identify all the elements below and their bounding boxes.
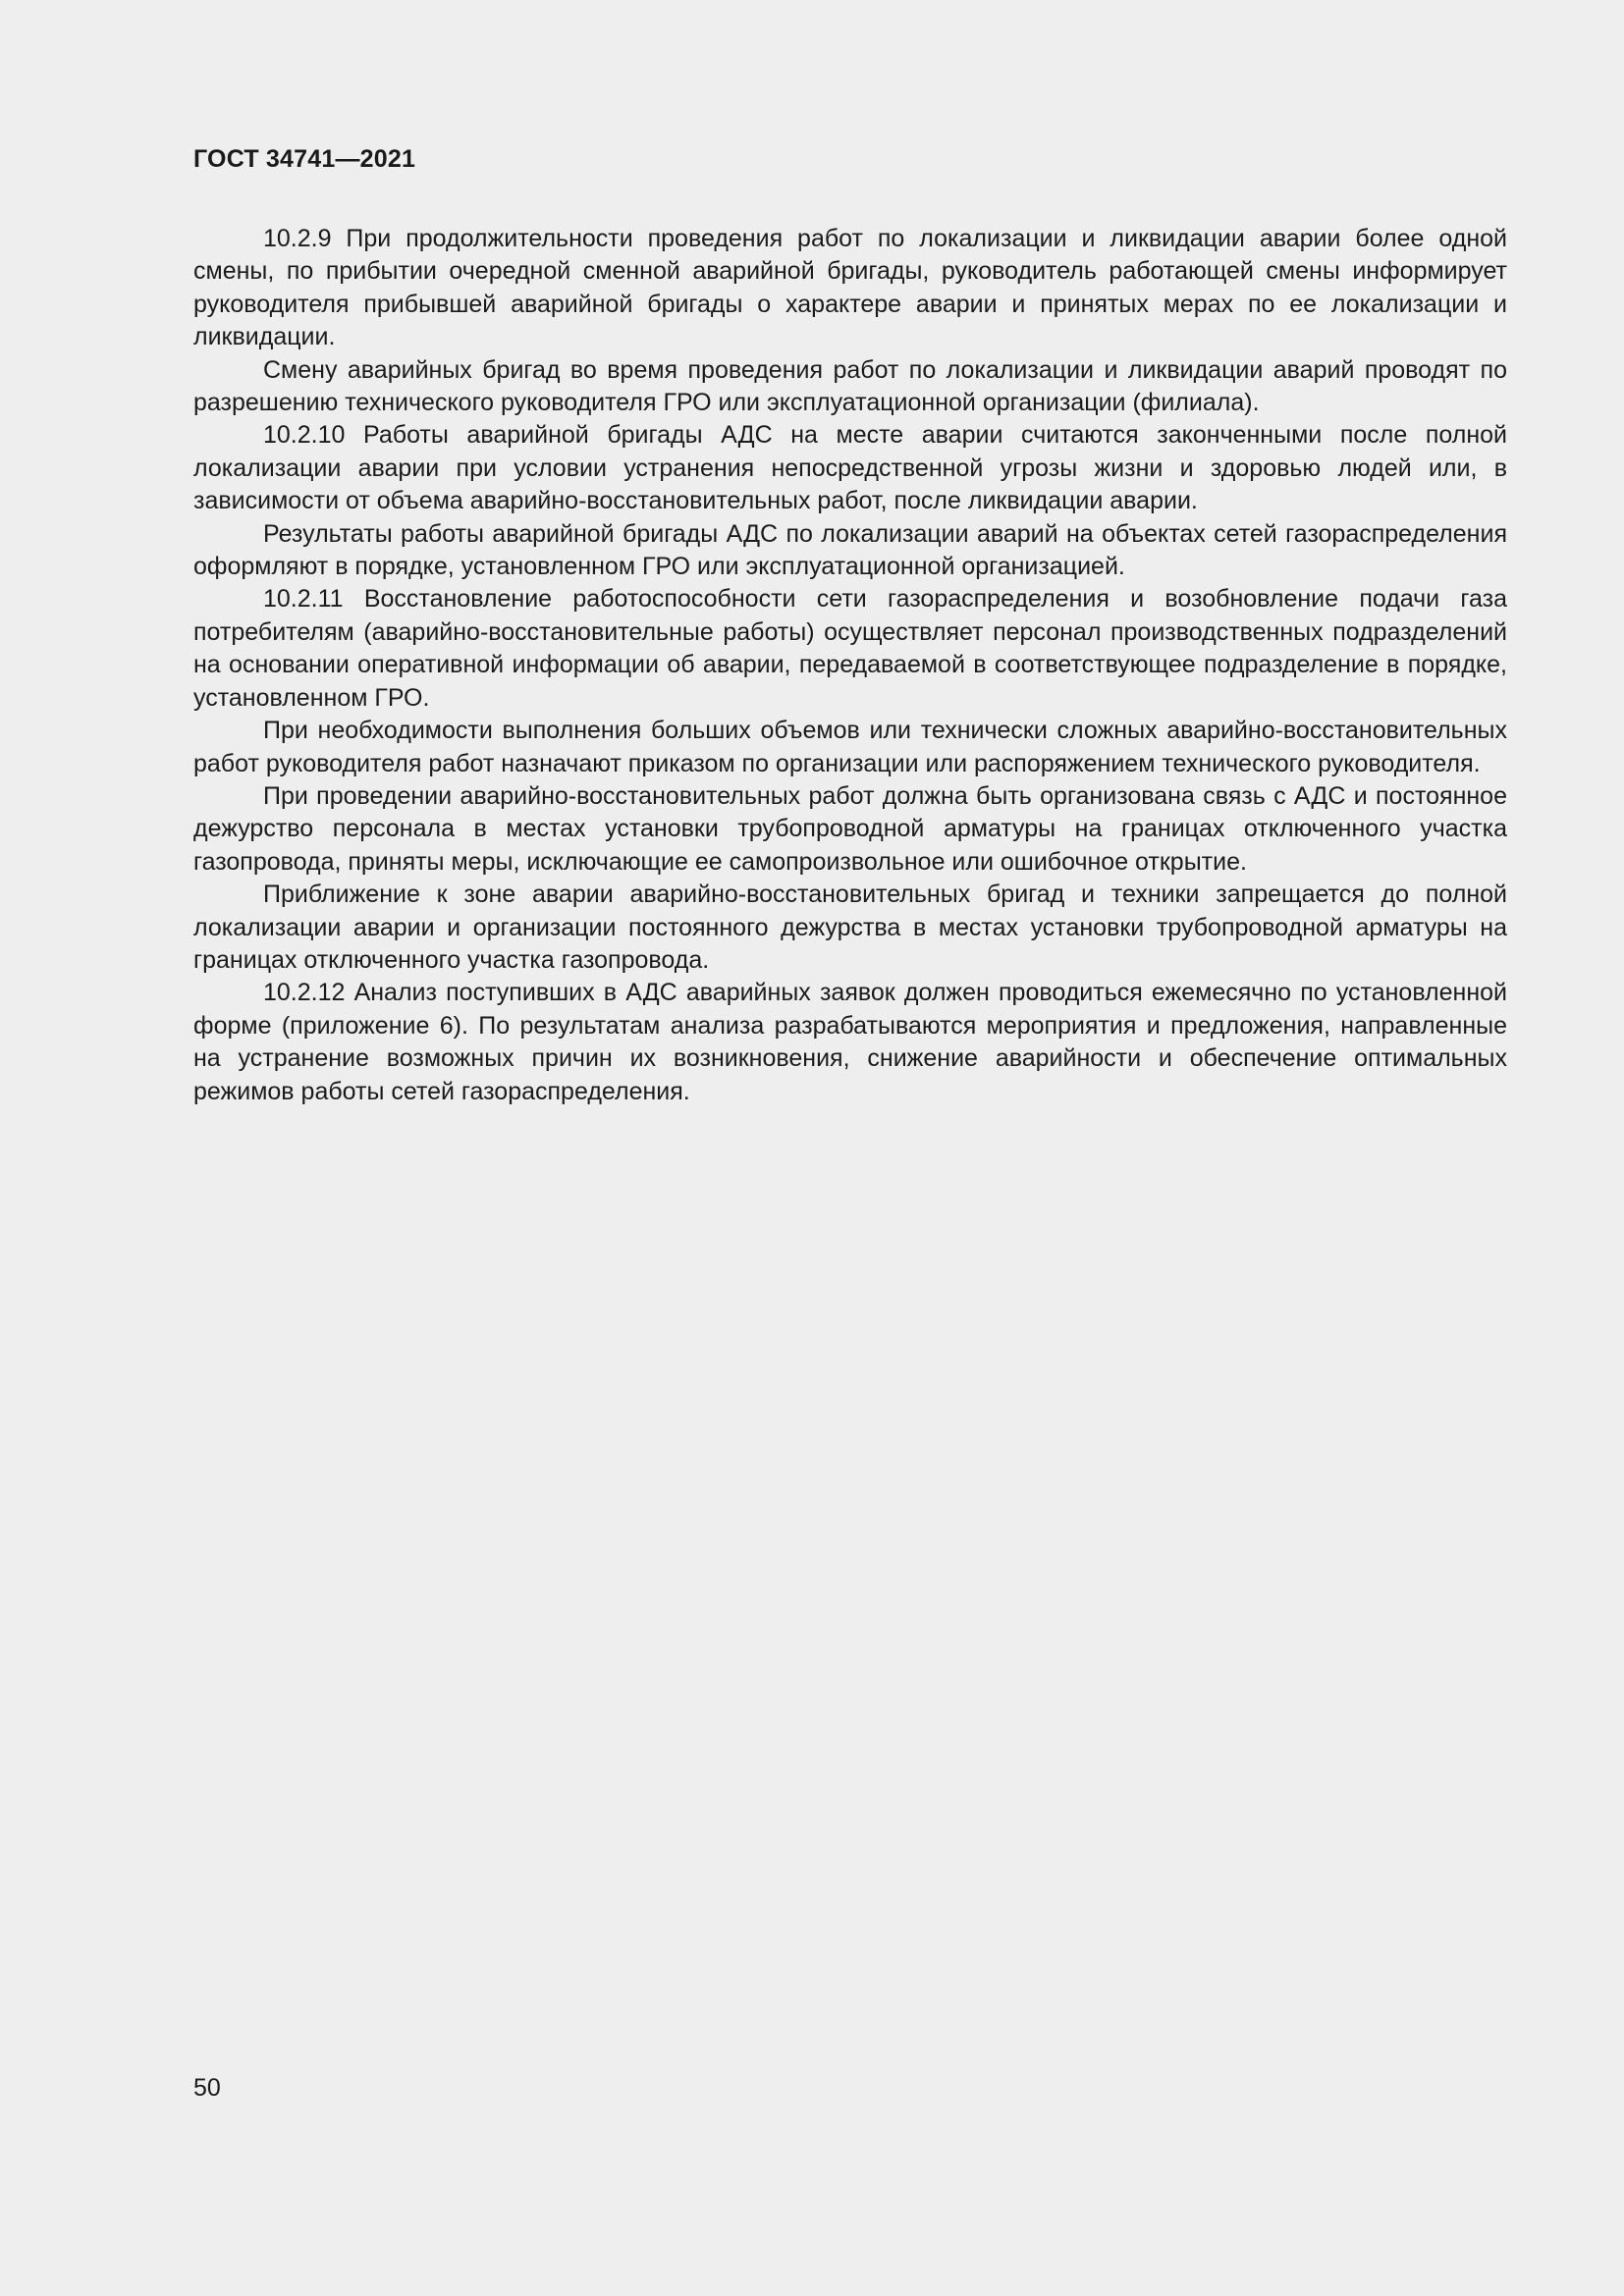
document-header: ГОСТ 34741—2021 bbox=[193, 145, 416, 173]
paragraph-10-2-12: 10.2.12 Анализ поступивших в АДС аварийных заявок должен проводиться ежемесячно по установленной форме (приложение 6). По результатам анализа разрабатываются мероприятия и предложения, направленные на устранение возможных причин их возникновения, снижение аварийности и обеспечение оптимальных режимов работы сетей газораспределения. bbox=[193, 979, 1507, 1105]
paragraph-10-2-11: 10.2.11 Восстановление работоспособности сети газораспределения и возобновление подачи газа потребителям (аварийно-восстановительные работы) осуществляет персонал производственных подразделений на основании оперативной информации об аварии, передаваемой в соответствующее подразделение в порядке, установленном ГРО. bbox=[193, 585, 1507, 712]
paragraph-10-2-10: 10.2.10 Работы аварийной бригады АДС на месте аварии считаются законченными после полной локализации аварии при условии устранения непосредственной угрозы жизни и здоровью людей или, в зависимости от объема аварийно-восстановительных работ, после ликвидации аварии. bbox=[193, 421, 1507, 515]
paragraph-shift-change: Смену аварийных бригад во время проведения работ по локализации и ликвидации аварий проводят по разрешению технического руководителя ГРО или эксплуатационной организации (филиала). bbox=[193, 355, 1507, 417]
paragraph-communication: При проведении аварийно-восстановительных работ должна быть организована связь с АДС и постоянное дежурство персонала в местах установки трубопроводной арматуры на границах отключенного участка газопровода, приняты меры, исключающие ее самопроизвольное или ошибочное открытие. bbox=[193, 781, 1507, 876]
paragraph-large-volume: При необходимости выполнения больших объемов или технически сложных аварийно-восстановительных работ руководителя работ назначают приказом по организации или распоряжением технического руководителя. bbox=[193, 717, 1507, 777]
page-number: 50 bbox=[193, 2074, 221, 2102]
paragraph-10-2-9: 10.2.9 При продолжительности проведения работ по локализации и ликвидации аварии более одной смены, по прибытии очередной сменной аварийной бригады, руководитель работающей смены информирует руководителя прибывшей аварийной бригады о характере аварии и принятых мерах по ее локализации и ликвидации. bbox=[193, 225, 1507, 351]
paragraph-approach-restriction: Приближение к зоне аварии аварийно-восстановительных бригад и техники запрещается до полной локализации аварии и организации постоянного дежурства в местах установки трубопроводной арматуры на границах отключенного участка газопровода. bbox=[193, 881, 1507, 974]
document-body bbox=[193, 223, 1507, 1108]
paragraph-results: Результаты работы аварийной бригады АДС по локализации аварий на объектах сетей газораспределения оформляют в порядке, установленном ГРО или эксплуатационной организацией. bbox=[193, 519, 1507, 581]
